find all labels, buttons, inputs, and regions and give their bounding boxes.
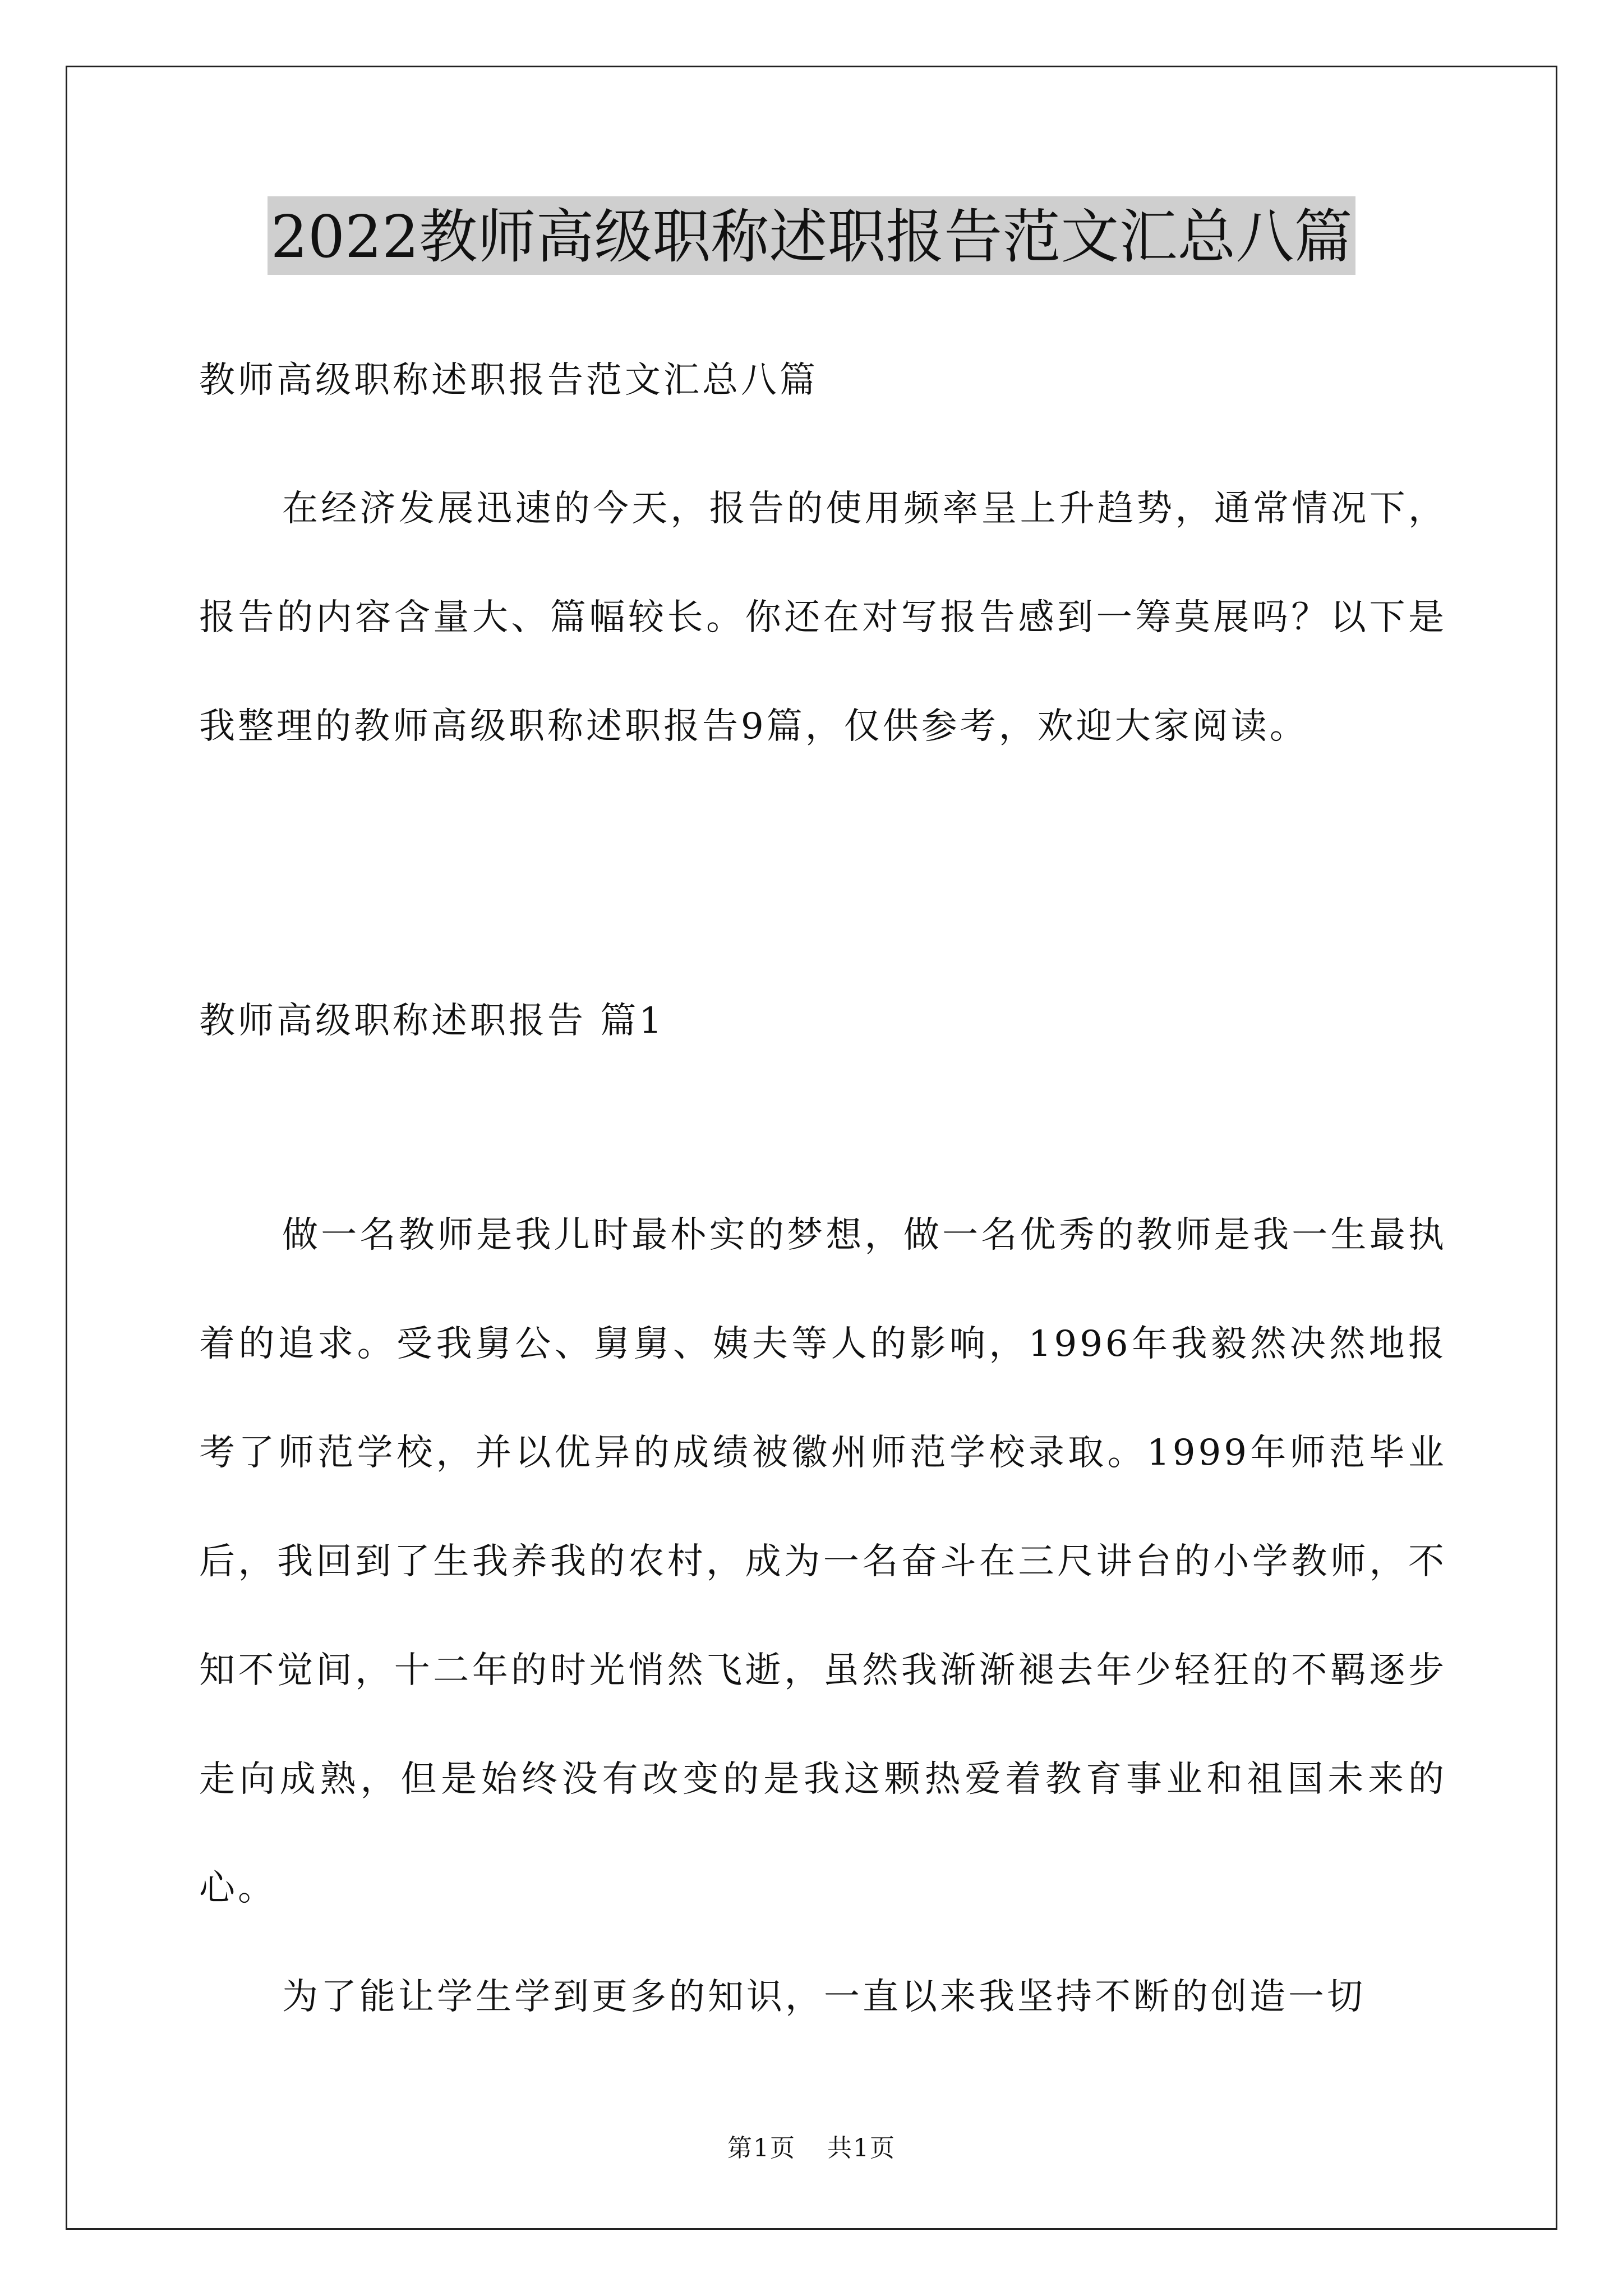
intro-paragraph: 在经济发展迅速的今天，报告的使用频率呈上升趋势，通常情况下，报告的内容含量大、篇幅较长。你还在对写报告感到一筹莫展吗？以下是我整理的教师高级职称述职报告9篇，仅供参考，欢迎大家阅读。 [199,488,1447,747]
document-title: 2022教师高级职称述职报告范文汇总八篇 [268,196,1356,275]
body-paragraph: 为了能让学生学到更多的知识，一直以来我坚持不断的创造一切 [282,1976,1366,2018]
page-total: 共1页 [827,2134,896,2162]
title-container [0,196,1623,275]
page-footer [0,2132,1623,2165]
page-number: 第1页 [727,2134,796,2162]
body-paragraph: 做一名教师是我儿时最朴实的梦想，做一名优秀的教师是我一生最执着的追求。受我舅公、舅舅、姨夫等人的影响，1996年我毅然决然地报考了师范学校，并以优异的成绩被徽州师范学校录取。1999年师范毕业后，我回到了生我养我的农村，成为一名奋斗在三尺讲台的小学教师，不知不觉间，十二年的时光悄然飞逝，虽然我渐渐褪去年少轻狂的不羁逐步走向成熟，但是始终没有改变的是我这颗热爱着教育事业和祖国未来的心。 [199,1214,1447,1909]
section-heading: 教师高级职称述职报告 篇1 [199,1000,665,1042]
document-subtitle: 教师高级职称述职报告范文汇总八篇 [199,360,818,401]
